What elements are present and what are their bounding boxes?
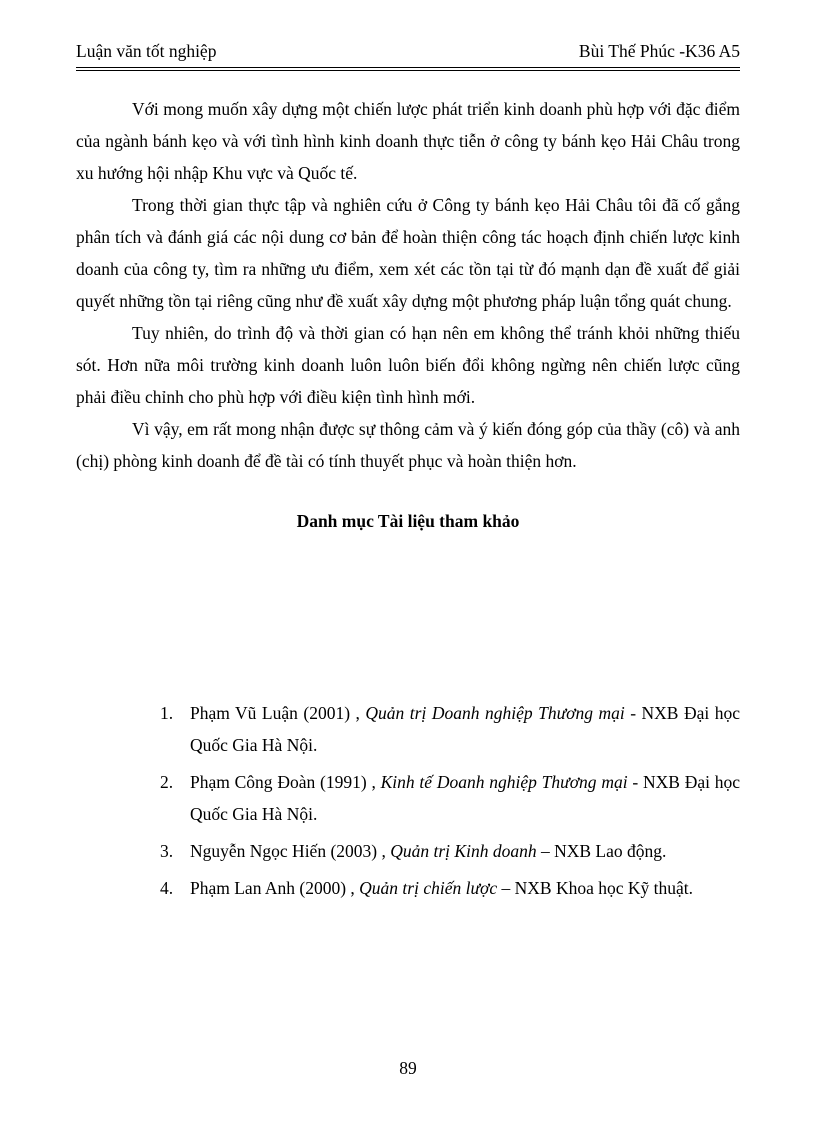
reference-title: Quản trị Kinh doanh xyxy=(390,841,537,861)
reference-item xyxy=(160,835,740,867)
reference-publisher: - NXB Đại học Quốc Gia Hà Nội. xyxy=(190,772,741,824)
reference-title: Quản trị Doanh nghiệp Thương mại xyxy=(365,703,625,723)
page-number: 89 xyxy=(399,1058,417,1078)
reference-title: Quản trị chiến lược xyxy=(359,878,498,898)
reference-item xyxy=(160,872,740,904)
reference-text xyxy=(190,697,740,761)
paragraph-4: Vì vậy, em rất mong nhận được sự thông cảm và ý kiến đóng góp của thầy (cô) và anh (chị) phòng kinh doanh để đề tài có tính thuyết phục và hoàn thiện hơn. xyxy=(76,419,740,471)
reference-number: 2. xyxy=(160,772,174,792)
header-left-title: Luận văn tốt nghiệp xyxy=(76,41,217,61)
reference-number: 3. xyxy=(160,841,174,861)
page-header xyxy=(76,40,740,67)
references-list xyxy=(76,697,740,904)
reference-publisher: – NXB Khoa học Kỹ thuật. xyxy=(497,878,694,898)
header-divider xyxy=(76,67,740,71)
reference-author-year: Phạm Lan Anh (2000) , xyxy=(190,878,360,898)
document-body xyxy=(76,93,740,904)
reference-text xyxy=(190,835,740,867)
paragraph-1: Với mong muốn xây dựng một chiến lược phát triển kinh doanh phù hợp với đặc điểm của ngành bánh kẹo và với tình hình kinh doanh thực tiễn ở công ty bánh kẹo Hải Châu trong xu hướng hội nhập Khu vực và Quốc tế. xyxy=(76,99,740,183)
reference-item xyxy=(160,697,740,761)
reference-author-year: Phạm Công Đoàn (1991) , xyxy=(190,772,381,792)
paragraph-2: Trong thời gian thực tập và nghiên cứu ở Công ty bánh kẹo Hải Châu tôi đã cố gắng phân tích và đánh giá các nội dung cơ bản để hoàn thiện công tác hoạch định chiến lược kinh doanh của công ty, tìm ra những ưu điểm, xem xét các tồn tại từ đó mạnh dạn đề xuất để giải quyết những tồn tại riêng cũng như đề xuất xây dựng một phương pháp luận tổng quát chung. xyxy=(76,195,740,311)
reference-publisher: – NXB Lao động. xyxy=(536,841,667,861)
reference-number: 1. xyxy=(160,703,174,723)
reference-item xyxy=(160,766,740,830)
reference-number: 4. xyxy=(160,878,174,898)
reference-text xyxy=(190,872,740,904)
references-heading: Danh mục Tài liệu tham khảo xyxy=(296,511,520,531)
reference-publisher: - NXB Đại học Quốc Gia Hà Nội. xyxy=(190,703,741,755)
paragraph-3: Tuy nhiên, do trình độ và thời gian có hạn nên em không thể tránh khỏi những thiếu sót. Hơn nữa môi trường kinh doanh luôn luôn biến đổi không ngừng nên chiến lược cũng phải điều chỉnh cho phù hợp với điều kiện tình hình mới. xyxy=(76,323,740,407)
header-right-author: Bùi Thế Phúc -K36 A5 xyxy=(578,41,740,61)
reference-title: Kinh tế Doanh nghiệp Thương mại xyxy=(380,772,628,792)
reference-author-year: Nguyễn Ngọc Hiến (2003) , xyxy=(190,841,391,861)
reference-author-year: Phạm Vũ Luận (2001) , xyxy=(190,703,366,723)
reference-text xyxy=(190,766,740,830)
